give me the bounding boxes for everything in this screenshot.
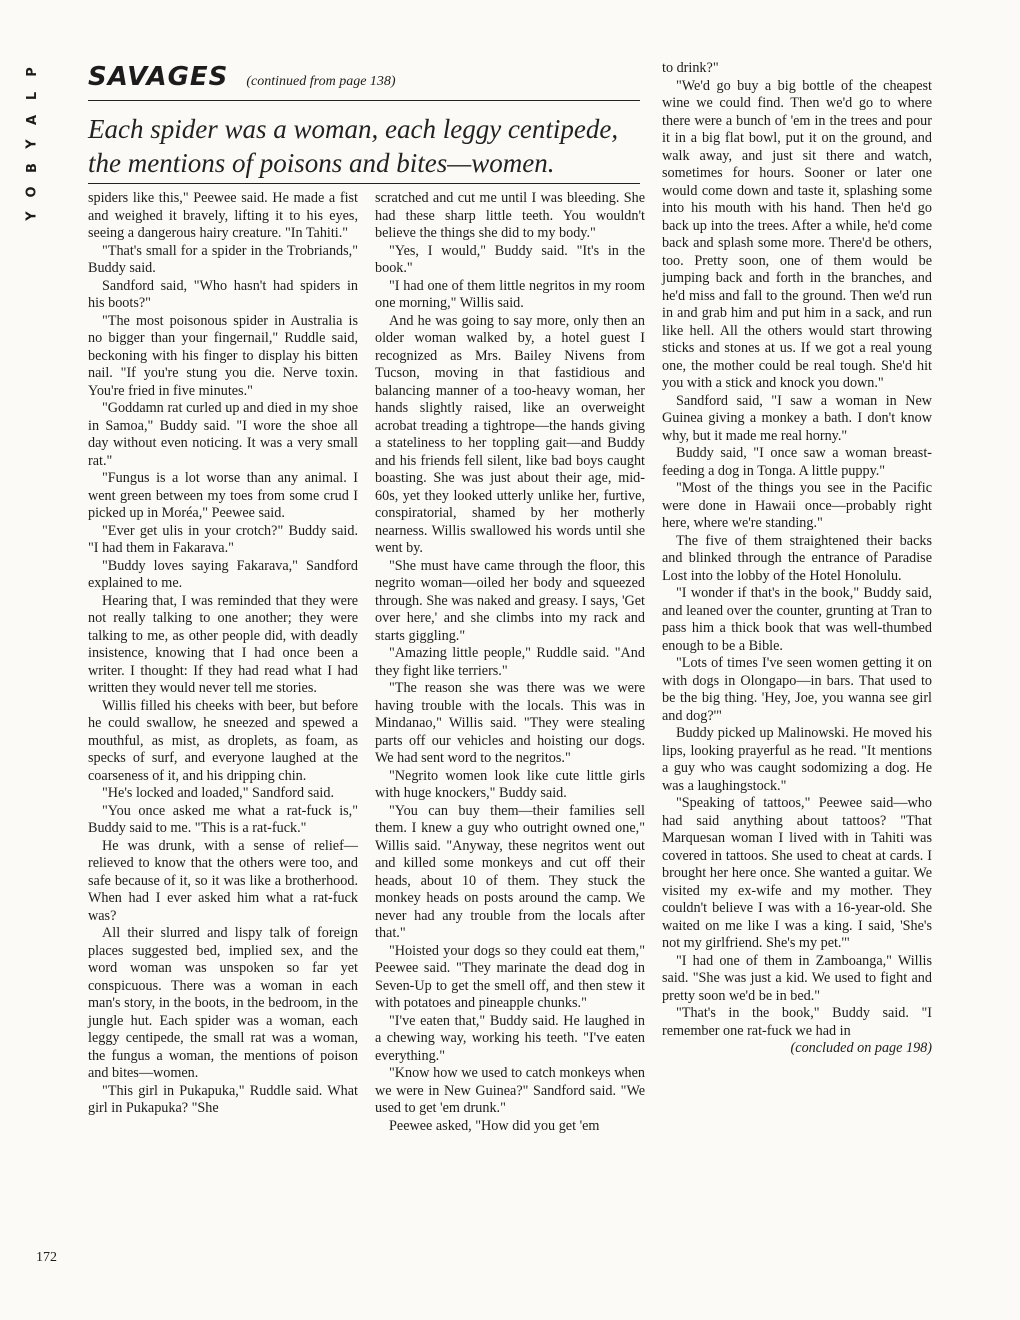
paragraph: "This girl in Pukapuka," Ruddle said. What girl in Pukapuka? "She	[88, 1082, 358, 1116]
paragraph: Buddy said, "I once saw a woman breast-feeding a dog in Tonga. A little puppy."	[662, 445, 932, 479]
paragraph: Willis filled his cheeks with beer, but before he could swallow, he sneezed and spewed a mouthful, as mist, as droplets, as foam, as specks of surf, and everyone laughed at the coarseness of it, and his dripping chin.	[88, 697, 358, 784]
paragraph: "Buddy loves saying Fakarava," Sandford explained to me.	[88, 557, 358, 591]
paragraph: Sandford said, "I saw a woman in New Guinea giving a monkey a bath. I don't know why, but it made me real horny."	[662, 392, 932, 444]
paragraph: "That's small for a spider in the Trobriands," Buddy said.	[88, 242, 358, 276]
paragraph: "The most poisonous spider in Australia is no bigger than your fingernail," Ruddle said, beckoning with his finger to display his bitten nail. "If you're stung you die. Nerve toxin. You're fried in five minutes."	[88, 312, 358, 399]
section-title: SAVAGES	[88, 62, 229, 92]
paragraph: The five of them straightened their backs and blinked through the entrance of Paradise Lost into the lobby of the Hotel Honolulu.	[662, 532, 932, 584]
paragraph: "You once asked me what a rat-fuck is," Buddy said to me. "This is a rat-fuck."	[88, 802, 358, 836]
magazine-spine	[22, 60, 44, 228]
paragraph: "I had one of them in Zamboanga," Willis said. "She was just a kid. We used to fight and pretty soon we'd be in bed."	[662, 952, 932, 1004]
paragraph: Peewee asked, "How did you get 'em	[389, 1117, 600, 1134]
paragraph: "Ever get ulis in your crotch?" Buddy said. "I had them in Fakarava."	[88, 522, 358, 556]
paragraph: to drink?"	[662, 60, 719, 76]
page-number: 172	[36, 1250, 57, 1265]
paragraph: And he was going to say more, only then an older woman walked by, a hotel guest I recognized as Mrs. Bailey Nivens from Tucson, moving in that fastidious and balancing manner of a too-heavy woman, her hands slightly raised, like an overweight acrobat treading a tightrope—the hands giving a stateliness to her toppling gait—and Buddy and his friends fell silent, like bad boys caught boasting. She was just about their age, mid-60s, yet they looked utterly unlike her, furtive, conspiratorial, shamed by her motherly nearness. Willis swallowed his words until she went by.	[375, 312, 645, 556]
paragraph: "We'd go buy a big bottle of the cheapest wine we could find. Then we'd go to where there were a bunch of 'em in the trees and pour it in a big flat bowl, put it on the ground, and walk away, and just sit there and watch, sometimes for hours. Sooner or later one would come down and taste it, splashing some into his mouth with his hand. Then he'd go back up into the trees. After a while, he'd come back and splash some more. There'd be others, too. Pretty soon, one of them would be jumping back and forth in the branches, and he'd miss and fall to the ground. Then we'd run in and grab him and put him in a sack, and run like hell. All the others would start throwing sticks and stones at us. If we got a real young one, the mother could be real tough. She'd hit you with a stick and knock you down."	[662, 77, 932, 391]
spine-letter: A	[25, 114, 40, 126]
pull-quote-rule	[88, 183, 640, 184]
paragraph: "Fungus is a lot worse than any animal. I went green between my toes from some crud I picked up in Moréa," Peewee said.	[88, 470, 358, 521]
paragraph: Buddy picked up Malinowski. He moved his lips, looking prayerful as he read. "It mentions a guy who was caught sodomizing a dog. He was a laughingstock."	[662, 725, 932, 794]
paragraph: "The reason she was there was we were having trouble with the locals. This was in Mindanao," Willis said. "They were stealing parts off our vehicles and hoisting our dogs. We had sent word to the negritos."	[375, 680, 645, 766]
spine-letter: O	[25, 186, 40, 198]
spine-letter: Y	[24, 211, 40, 221]
paragraph: "Amazing little people," Ruddle said. "And they fight like terriers."	[375, 645, 645, 679]
text-column-2	[375, 190, 645, 1135]
paragraph: "That's in the book," Buddy said. "I remember one rat-fuck we had in	[662, 1005, 932, 1039]
paragraph: "Negrito women look like cute little girls with huge knockers," Buddy said.	[375, 767, 645, 801]
paragraph: Hearing that, I was reminded that they were not really talking to one another; they were talking to me, as other people did, with deadly insistence, knowing that I had once been a writer. I thought: If they had read what I had written they would never tell me stories.	[88, 592, 358, 696]
paragraph: He was drunk, with a sense of relief—relieved to know that the others were too, and safe because of it, so it was like a brotherhood. When had I ever asked him what a rat-fuck was?	[88, 837, 358, 924]
concluded-note: (concluded on page 198)	[790, 1040, 932, 1056]
section-header	[88, 62, 640, 92]
spine-letter: Y	[24, 139, 40, 149]
spine-letter: B	[24, 163, 40, 173]
paragraph: "Know how we used to catch monkeys when we were in New Guinea?" Sandford said. "We used to get 'em drunk."	[375, 1065, 645, 1116]
paragraph: "Lots of times I've seen women getting it on with dogs in Olongapo—in bars. That used to be the big thing. 'Hey, Joe, you wanna see girl and dog?'"	[662, 655, 932, 724]
continued-note: (continued from page 138)	[246, 74, 396, 89]
paragraph: "Speaking of tattoos," Peewee said—who had said anything about tattoos? "That Marquesan woman I lived with in Tahiti was covered in tattoos. She used to cheat at cards. I brought her here once. She wanted a guitar. We visited my ex-wife and my mother. They couldn't believe I was with a 16-year-old. She waited on me like I was a king. I said, 'She's not my girlfriend. She's my pet.'"	[662, 795, 932, 951]
paragraph: "I wonder if that's in the book," Buddy said, and leaned over the counter, grunting at Tran to pass him a thick book that was well-thumbed enough to be a Bible.	[662, 585, 932, 654]
spine-letter: P	[25, 67, 40, 77]
paragraph: "Hoisted your dogs so they could eat them," Peewee said. "They marinate the dead dog in Seven-Up to get the smell off, and then stew it with potatoes and pineapple chunks."	[375, 942, 645, 1011]
paragraph: "Most of the things you see in the Pacific were done in Hawaii once—probably right here, where we're standing."	[662, 480, 932, 531]
paragraph: "I had one of them little negritos in my room one morning," Willis said.	[375, 277, 645, 311]
paragraph: "Goddamn rat curled up and died in my shoe in Samoa," Buddy said. "I wore the shoe all day without even noticing. It was a very small rat."	[88, 400, 358, 469]
text-column-3	[662, 60, 932, 1058]
header-rule	[88, 100, 640, 101]
text-column-1	[88, 190, 358, 1118]
paragraph: "She must have came through the floor, this negrito woman—oiled her body and squeezed through. She was naked and greasy. I says, 'Get over here,' and she climbs into my rack and starts giggling."	[375, 557, 645, 644]
pull-quote: Each spider was a woman, each leggy centipede, the mentions of poisons and bites—women.	[88, 114, 619, 178]
paragraph: All their slurred and lispy talk of foreign places suggested bed, implied sex, and the word woman was unspoken so far yet conspicuous. There was a woman in each man's story, in the boots, in the bedroom, in the jungle hut. Each spider was a woman, each leggy centipede, the small rat was a woman, the fungus a woman, the mentions of poison and bites—women.	[88, 925, 358, 1081]
spine-letter: L	[24, 91, 40, 101]
paragraph: scratched and cut me until I was bleeding. She had these sharp little teeth. You wouldn't believe the things she did to my body."	[375, 190, 645, 241]
paragraph: "I've eaten that," Buddy said. He laughed in a chewing way, working his teeth. "I've eaten everything."	[375, 1012, 645, 1064]
paragraph: "You can buy them—their families sell them. I knew a guy who outright owned one," Willis said. "Anyway, these negritos went out and killed some monkeys and cut off their heads, about 10 of them. They stuck the monkey heads on posts around the camp. We never had any trouble from the locals after that."	[375, 802, 645, 941]
paragraph: spiders like this," Peewee said. He made a fist and weighed it bravely, lifting it to his eyes, seeing a dangerous hairy creature. "In Tahiti."	[88, 190, 358, 241]
paragraph: "Yes, I would," Buddy said. "It's in the book."	[375, 242, 645, 276]
paragraph: "He's locked and loaded," Sandford said.	[102, 785, 335, 801]
paragraph: Sandford said, "Who hasn't had spiders in his boots?"	[88, 277, 358, 311]
